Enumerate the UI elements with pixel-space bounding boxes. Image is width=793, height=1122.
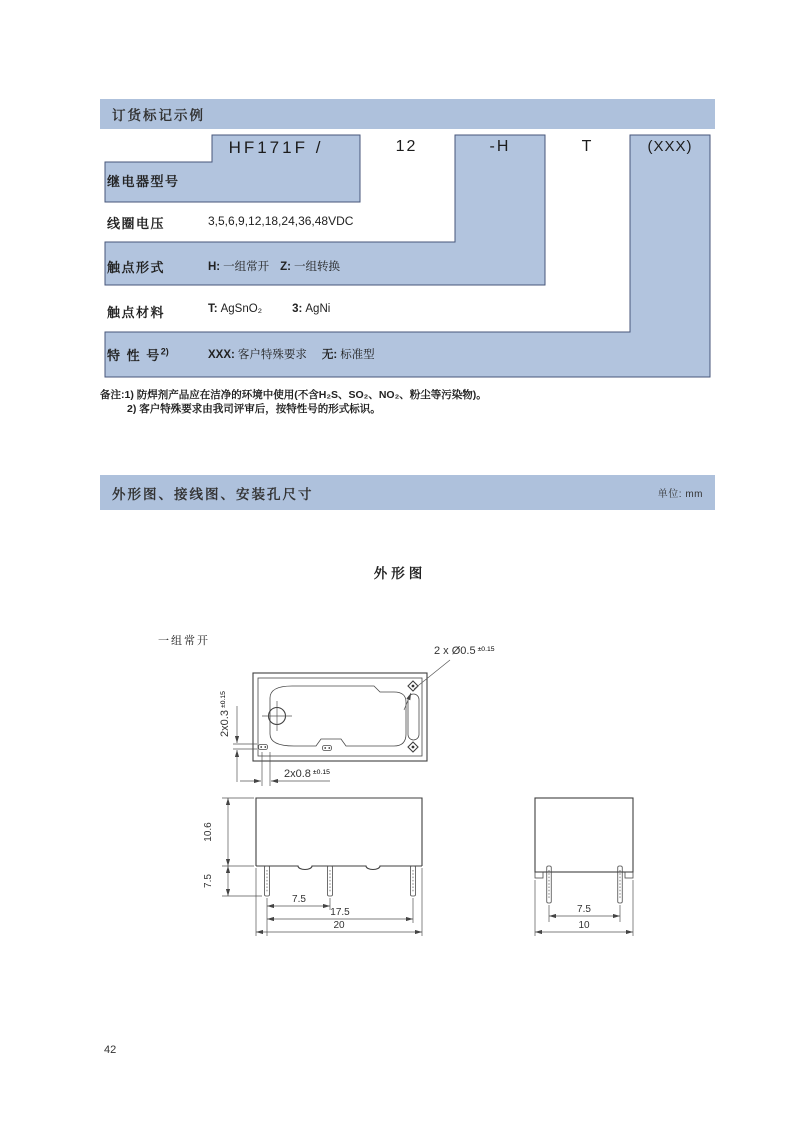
pad-dot [264,746,266,748]
row-label-contact-material: 触点材料 [107,305,166,320]
order-code-contact-form: -H [489,138,511,155]
special-key-xxx: XXX: [208,349,235,361]
row-value-contact-form [208,258,340,274]
pad-dot [412,685,415,688]
special-value-none: 标准型 [340,349,375,361]
material-value-t: AgSnO₂ [220,303,263,315]
hole-leader-line [414,660,450,689]
ordering-section-header [100,99,715,129]
variant-label: 一组常开 [158,635,210,647]
material-key-3: 3: [292,303,303,315]
unit-label: 单位: mm [657,489,703,500]
pitch-b-label: 17.5 [330,907,350,918]
special-label-superscript: 2) [160,346,169,357]
row-label-relay-model: 继电器型号 [107,174,180,189]
contact-form-value-z: 一组转换 [294,261,340,273]
hole-dimension-label: 2 x Ø0.5 ±0.15 [434,645,495,657]
bottom-pad-dimension-label: 2x0.8 ±0.15 [284,768,330,780]
front-view-pins [265,866,416,896]
side-pad-dimension-label: 2x0.3±0.15 [219,691,231,737]
row-label-contact-form: 触点形式 [107,260,166,275]
order-code-voltage: 12 [395,138,418,155]
row-value-special-code [208,346,375,362]
page-number: 42 [104,1044,117,1056]
body-width-label: 20 [333,920,345,931]
side-pitch-label: 7.5 [577,904,591,915]
pad-dot [328,747,330,749]
order-code-contact-material: T [581,138,594,155]
material-value-3: AgNi [305,303,331,315]
row-label-special-code [107,345,169,364]
pitch-a-label: 7.5 [292,894,306,905]
special-key-none: 无: [321,349,338,361]
side-width-label: 10 [578,920,590,931]
top-view-side-seam [408,694,419,740]
hole-leader-arrow [404,693,411,710]
contact-form-key-h: H: [208,261,221,273]
outline-drawing [130,612,730,960]
top-view [219,645,495,786]
pad-dot [260,746,262,748]
vent-hole-crosshair [262,701,292,731]
side-view [535,798,633,936]
row-value-contact-material [208,303,330,315]
note-line-2: 2) 客户特殊要求由我司评审后，按特性号的形式标识。 [127,403,381,415]
body-height-label: 10.6 [203,822,214,842]
pad-dot [324,747,326,749]
side-view-foot-right [625,872,633,878]
order-code-special: (XXX) [647,138,693,155]
material-key-t: T: [208,303,218,315]
front-view [203,798,422,936]
outline-section-title: 外形图、接线图、安装孔尺寸 [112,486,314,502]
special-value-xxx: 客户特殊要求 [237,349,307,361]
drawing-title: 外形图 [373,566,427,581]
contact-form-value-h: 一组常开 [223,261,270,273]
pad-dot [412,746,415,749]
ordering-staircase-diagram [100,129,715,381]
row-label-coil-voltage: 线圈电压 [107,216,166,231]
bottom-pad-extension-lines [262,752,270,786]
outline-section-header [100,475,715,510]
front-view-body [256,798,422,870]
contact-form-key-z: Z: [280,261,291,273]
pin-length-label: 7.5 [203,874,214,888]
top-view-inner-case [258,678,422,756]
special-label-text: 特 性 号 [107,348,161,363]
ordering-section-title: 订货标记示例 [112,108,205,123]
row-value-coil-voltage: 3,5,6,9,12,18,24,36,48VDC [208,214,354,228]
order-code-model: HF171F / [228,138,324,157]
side-view-body [535,798,633,872]
side-view-foot-left [535,872,543,878]
note-line-1: 备注:1) 防焊剂产品应在洁净的环境中使用(不含H₂S、SO₂、NO₂、粉尘等污染物)。 [100,389,487,401]
